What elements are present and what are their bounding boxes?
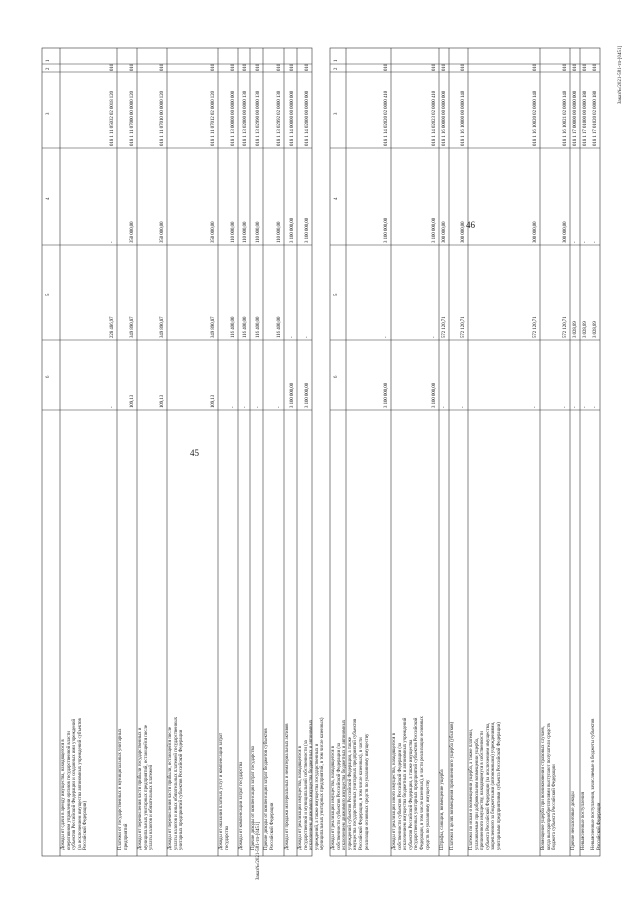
row-name: Доходы от продажи материальных и нематериальных активов: [285, 723, 290, 850]
header-cell: 6: [46, 375, 51, 378]
row-code: 018 1 14 00000 00 0000 000: [290, 90, 295, 146]
row-code: 018 1 13 00000 00 0000 000: [231, 90, 236, 146]
row-col2: 010: [256, 63, 261, 71]
row-col2: 010: [243, 63, 248, 71]
header-cell: 2: [46, 67, 51, 70]
row-col2: 010: [583, 63, 588, 71]
row-remainder: 109,13: [211, 394, 216, 408]
row-col2: 010: [461, 63, 466, 71]
row-actual: 572 120,71: [563, 316, 568, 338]
row-col2: 010: [563, 63, 568, 71]
row-remainder: -: [461, 406, 466, 408]
row-remainder: -: [442, 406, 447, 408]
row-plan: 3 100 000,00: [305, 217, 310, 243]
row-code: 018 1 13 02000 00 0000 130: [243, 90, 248, 146]
row-code: 018 1 17 00000 00 0000 000: [573, 90, 578, 146]
row-actual: -: [384, 336, 389, 338]
row-remainder: 109,13: [130, 394, 135, 408]
row-col2: 010: [160, 63, 165, 71]
row-name: Доходы от перечисления части прибыли государственных и муниципальных унитарных предприятий, остающейся после уплаты налогов и обязательных платежей: [138, 724, 155, 850]
right-footer: Заказ№/2021-581-тп-[0451]: [618, 45, 623, 104]
header-cell: 3: [46, 112, 51, 115]
row-plan: 300 000,00: [533, 221, 538, 243]
row-remainder: -: [563, 406, 568, 408]
row-actual: -: [305, 336, 310, 338]
row-code: 018 1 16 10020 02 0000 140: [533, 90, 538, 146]
row-col2: 010: [290, 63, 295, 71]
row-plan: 300 000,00: [461, 221, 466, 243]
row-plan: 110 000,00: [277, 221, 282, 243]
row-remainder: -: [533, 406, 538, 408]
row-code: 018 1 11 07010 00 0000 120: [160, 91, 165, 146]
row-remainder: 3 100 000,00: [290, 382, 295, 408]
row-name: Платежи по искам о возмещении ущерба, а также платежи, уплачиваемые при добровольном возмещении ущерба, причиненного имуществу, находящемуся в собственности субъекта Российской Федерации (за исключением имущества, закрепленного за бюджетными (автономными) учреждениями, унитарными предприятиями субъекта Российской Федерации): [469, 721, 502, 850]
row-actual: 349 890,87: [211, 316, 216, 338]
row-name: Доходы от оказания платных услуг и компенсации затрат государства: [219, 732, 230, 850]
row-code: 018 1 14 02000 00 0000 000: [305, 90, 310, 146]
row-plan: -: [583, 241, 588, 243]
row-name: Возмещение ущерба при возникновении страховых случаев, когда выгодоприобретателями выступают получатели средств бюджета субъекта Российской Федерации: [541, 723, 558, 850]
row-plan: 350 000,00: [160, 221, 165, 243]
row-plan: -: [573, 241, 578, 243]
row-plan: 110 000,00: [231, 221, 236, 243]
header-cell: 6: [334, 375, 339, 378]
row-name: Штрафы, санкции, возмещение ущерба: [440, 769, 445, 850]
row-remainder: -: [231, 406, 236, 408]
row-plan: 350 000,00: [130, 221, 135, 243]
row-code: 018 1 17 01020 02 0000 180: [593, 90, 598, 146]
row-remainder: -: [593, 406, 598, 408]
row-name: Невыясненные поступления, зачисляемые в бюджеты субъектов Российской Федерации: [591, 718, 602, 850]
row-name: Доходы от реализации имущества, находящегося в государственной и муниципальной собственности (за исключением движимого имущества бюджетных и автономных учреждений, а также имущества государственных и муниципальных унитарных предприятий, в том числе казенных): [298, 717, 326, 850]
row-name: Невыясненные поступления: [581, 792, 586, 850]
row-col2: 010: [432, 63, 437, 71]
row-plan: 110 000,00: [256, 221, 261, 243]
row-actual: 3 028,89: [593, 321, 598, 338]
row-actual: 349 890,87: [160, 316, 165, 338]
row-name: Платежи от государственных и муниципальных унитарных предприятий: [118, 728, 129, 850]
row-actual: 572 120,71: [533, 316, 538, 338]
row-code: 018 1 13 02990 00 0000 130: [256, 90, 261, 146]
row-remainder: -: [583, 406, 588, 408]
row-code: 018 1 16 10000 00 0000 140: [461, 90, 466, 146]
row-actual: 116 400,00: [243, 316, 248, 338]
row-actual: 228 486,97: [110, 316, 115, 338]
row-name: Доходы от реализации имущества, находящегося в собственности субъектов Российской Федерации (за исключением движимого имущества бюджетных и автономных учреждений субъектов Российской Федерации, а также имущества государственных унитарных предприятий субъектов Российской Федерации, в том числе казенных), в части реализации основных средств по указанному имуществу: [331, 718, 370, 850]
row-name: Доходы от сдачи в аренду имущества, находящегося в оперативном управлении органов государственной власти субъектов Российской Федерации и созданных ими учреждений (за исключением имущества автономных учреждений субъектов Российской Федерации): [61, 718, 89, 850]
row-remainder: -: [243, 406, 248, 408]
row-name: Платежи в целях возмещения причиненного ущерба (убытков): [450, 721, 455, 850]
header-cell: 3: [334, 112, 339, 115]
row-code: 018 1 16 00000 00 0000 000: [442, 90, 447, 146]
row-remainder: 109,13: [160, 394, 165, 408]
header-cell: 4: [334, 197, 339, 200]
row-actual: 3 028,89: [573, 321, 578, 338]
row-actual: 572 120,71: [461, 316, 466, 338]
row-name: Прочие неналоговые доходы: [571, 791, 576, 850]
row-col2: 010: [533, 63, 538, 71]
row-col2: 010: [110, 63, 115, 71]
header-cell: 5: [46, 293, 51, 296]
row-col2: 010: [442, 63, 447, 71]
row-remainder: -: [110, 406, 115, 408]
row-col2: 010: [593, 63, 598, 71]
row-plan: 300 000,00: [563, 221, 568, 243]
row-col2: 010: [573, 63, 578, 71]
row-actual: 3 028,89: [583, 321, 588, 338]
row-col2: 010: [211, 63, 216, 71]
row-plan: 350 000,00: [211, 221, 216, 243]
row-col2: 010: [231, 63, 236, 71]
left-page-number: 45: [190, 448, 199, 458]
row-actual: 572 120,71: [442, 316, 447, 338]
header-cell: 1: [334, 59, 339, 62]
row-remainder: -: [256, 406, 261, 408]
header-cell: 5: [334, 293, 339, 296]
right-page-number: 46: [466, 220, 475, 230]
header-cell: 4: [46, 197, 51, 200]
row-actual: -: [290, 336, 295, 338]
row-remainder: 3 100 000,00: [384, 382, 389, 408]
row-code: 018 1 14 02023 02 0000 410: [432, 90, 437, 146]
row-plan: 3 100 000,00: [290, 217, 295, 243]
row-name: Доходы от компенсации затрат государства: [239, 761, 244, 850]
row-plan: 3 100 000,00: [384, 217, 389, 243]
row-name: Доходы от реализации иного имущества, находящегося в собственности субъектов Российской Федерации (за исключением имущества бюджетных и автономных учреждений субъектов Российской Федерации, а также имущества государственных унитарных предприятий субъектов Российской Федерации, в том числе казенных), в части реализации основных средств по указанному имуществу: [392, 716, 431, 850]
row-actual: 116 400,00: [277, 316, 282, 338]
left-footer: Заказ№/2021-581-тп-[0451]: [256, 821, 261, 880]
row-actual: 116 400,00: [231, 316, 236, 338]
row-code: 018 1 11 05032 02 0018 120: [110, 91, 115, 146]
row-col2: 010: [130, 63, 135, 71]
row-code: 018 1 11 07012 02 0000 120: [211, 91, 216, 146]
row-plan: -: [110, 241, 115, 243]
row-remainder: 3 100 000,00: [432, 382, 437, 408]
row-actual: 349 890,87: [130, 316, 135, 338]
row-code: 018 1 14 02020 02 0000 410: [384, 90, 389, 146]
row-col2: 010: [305, 63, 310, 71]
row-code: 018 1 17 01000 00 0000 180: [583, 90, 588, 146]
header-cell: 2: [334, 67, 339, 70]
header-cell: 1: [46, 59, 51, 62]
row-name: Прочие доходы от компенсации затрат государства: [251, 746, 256, 850]
row-plan: 300 000,00: [442, 221, 447, 243]
row-remainder: 3 100 000,00: [305, 382, 310, 408]
row-name: Доходы от перечисления части прибыли, остающейся после уплаты налогов и иных обязательных платежей государственных унитарных предприятий субъектов Российской Федерации: [168, 716, 185, 850]
row-col2: 010: [384, 63, 389, 71]
row-actual: -: [432, 336, 437, 338]
row-plan: 3 100 000,00: [432, 217, 437, 243]
row-code: 018 1 16 10021 02 0000 140: [563, 90, 568, 146]
row-actual: 116 400,00: [256, 316, 261, 338]
row-col2: 010: [277, 63, 282, 71]
row-remainder: -: [573, 406, 578, 408]
row-code: 018 1 13 02992 02 0000 130: [277, 90, 282, 146]
row-plan: 110 000,00: [243, 221, 248, 243]
row-code: 018 1 11 07000 00 0000 120: [130, 91, 135, 146]
row-remainder: -: [277, 406, 282, 408]
row-plan: -: [593, 241, 598, 243]
row-name: Прочие доходы от компенсации затрат бюджетов субъектов Российской Федерации: [264, 728, 275, 850]
